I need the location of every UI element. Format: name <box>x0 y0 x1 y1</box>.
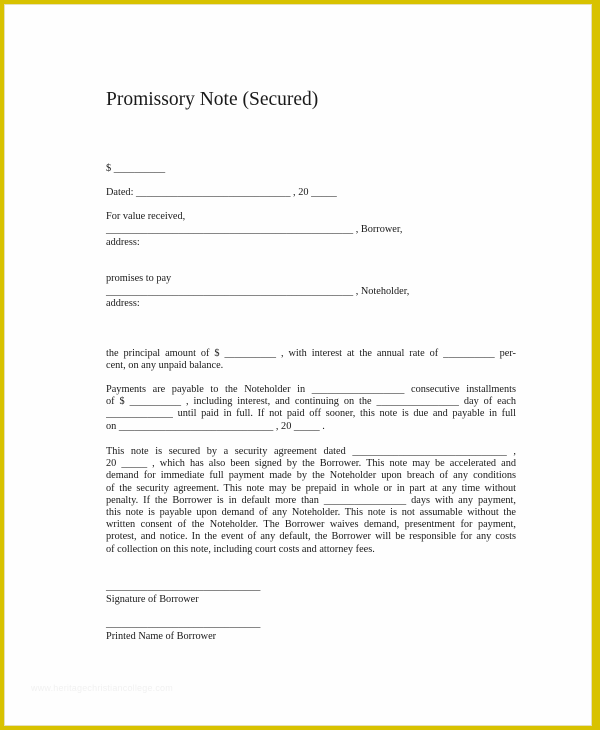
amount-line: $ __________ <box>106 163 166 174</box>
printed-name-line: ______________________________ <box>106 618 261 629</box>
payments-line: _____________ until paid in full. If not paid off sooner, this note is due and payable in full <box>106 408 516 420</box>
principal-paragraph <box>106 348 516 372</box>
security-line: demand for immediate full payment made by the Noteholder upon breach of any conditions <box>106 470 516 482</box>
payments-line: of $ __________ , including interest, and continuing on the ________________ day of each <box>106 396 516 408</box>
printed-name-label: Printed Name of Borrower <box>106 631 217 642</box>
document-title: Promissory Note (Secured) <box>106 89 319 110</box>
promises-to-pay-text: promises to pay <box>106 273 172 284</box>
security-line: written consent of the Noteholder. The Borrower waives demand, presentment for payment, <box>106 519 516 531</box>
security-line: of the security agreement. This note may be prepaid in whole or in part at any time without <box>106 482 516 494</box>
security-line: protest, and notice. In the event of any default, the Borrower will be responsible for any costs <box>106 531 516 543</box>
signature-line: ______________________________ <box>106 581 261 592</box>
document-page <box>4 4 592 726</box>
security-line: of collection on this note, including court costs and attorney fees. <box>106 543 375 555</box>
security-line: penalty. If the Borrower is in default more than ________________ days with any payment, <box>106 494 516 506</box>
security-line: this note is payable upon demand of any Noteholder. This note is not assumable without the <box>106 507 516 519</box>
security-line: 20 _____ , which has also been signed by the Borrower. This note may be accelerated and <box>106 458 516 470</box>
principal-line: cent, on any unpaid balance. <box>106 360 224 372</box>
security-paragraph <box>106 446 516 556</box>
watermark: www.heritagechristiancollege.com <box>31 683 173 693</box>
principal-line: the principal amount of $ __________ , with interest at the annual rate of __________ per- <box>106 348 516 359</box>
payments-line: Payments are payable to the Noteholder in __________________ consecutive installments <box>106 384 516 395</box>
noteholder-line: ________________________________________________ , Noteholder, <box>106 286 410 297</box>
borrower-line: ________________________________________________ , Borrower, <box>106 224 403 235</box>
signature-label: Signature of Borrower <box>106 594 199 605</box>
security-line: This note is secured by a security agreement dated ______________________________ , <box>106 446 516 457</box>
borrower-address-label: address: <box>106 237 140 248</box>
value-received-text: For value received, <box>106 211 186 222</box>
dated-line: Dated: ______________________________ , 20 _____ <box>106 187 337 198</box>
noteholder-address-label: address: <box>106 298 140 309</box>
payments-paragraph <box>106 384 516 433</box>
payments-line: on ______________________________ , 20 _____ . <box>106 420 325 432</box>
